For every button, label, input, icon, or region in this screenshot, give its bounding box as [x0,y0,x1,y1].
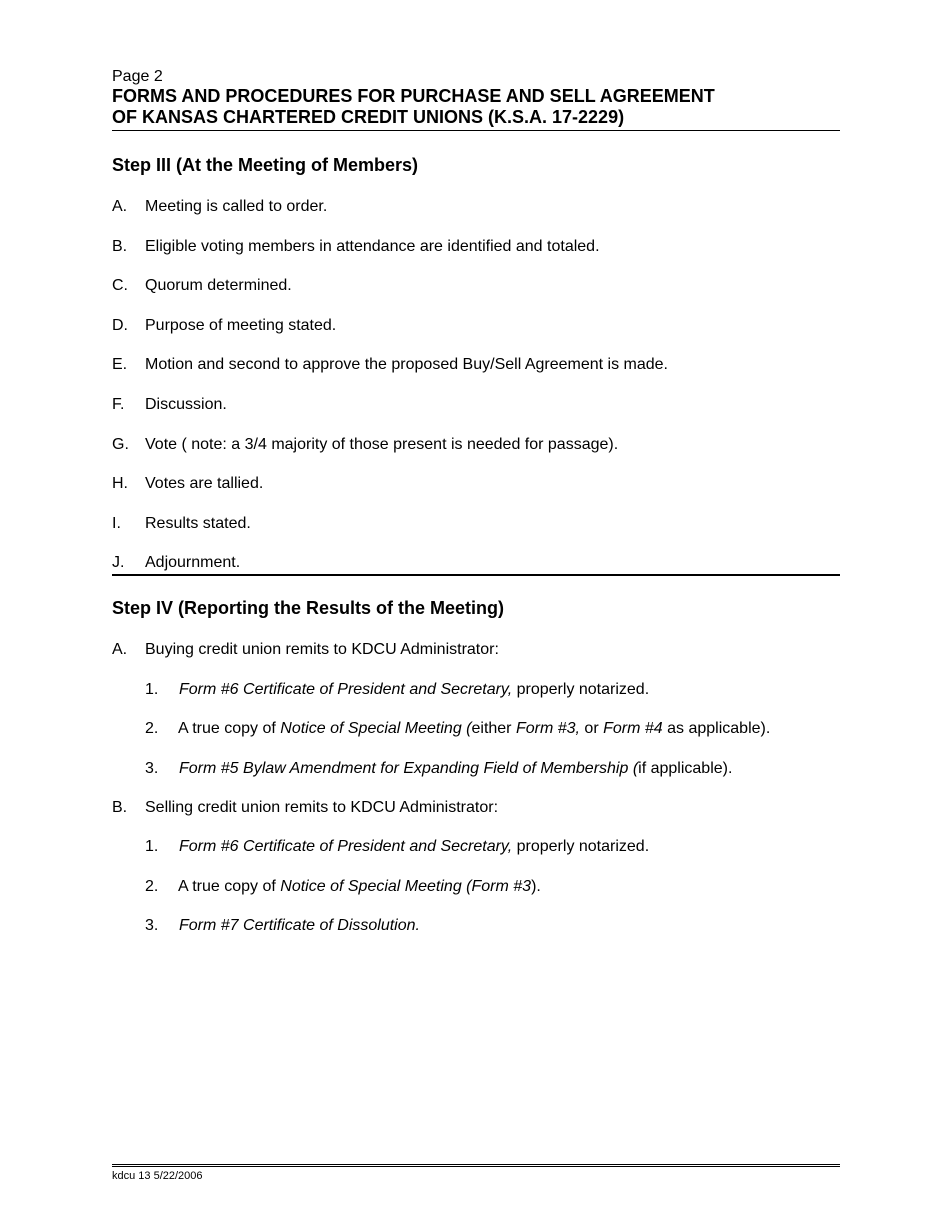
list-item-text: Purpose of meeting stated. [145,316,337,334]
section-divider [112,574,840,576]
header-divider [112,130,840,131]
list-marker: H. [112,475,128,493]
sub-item-text: as applicable). [662,720,771,738]
sub-item-text: if applicable). [638,759,733,777]
list-item [112,316,840,335]
form-reference: Form #5 Bylaw Amendment for Expanding Field of Membership ( [179,759,639,777]
page-footer [112,1164,840,1183]
sub-list-marker: 3. [145,759,159,777]
step-3-heading: Step III (At the Meeting of Members) [112,155,419,175]
sub-item-text: A true copy of [178,720,281,738]
sub-item-text: ). [531,877,541,895]
sub-list-container [112,680,840,778]
sub-list-item [145,719,840,738]
sub-list-item [145,759,840,778]
sub-list-container [112,837,840,935]
document-title-line-1: FORMS AND PROCEDURES FOR PURCHASE AND SELL AGREEMENT [112,86,715,106]
form-reference: Form #6 Certificate of President and Secretary, [179,838,513,856]
list-item-text: Adjournment. [145,554,241,572]
list-item-text: Selling credit union remits to KDCU Administrator: [145,798,499,816]
sub-list-marker: 3. [145,917,159,935]
buying-sub-list [145,680,840,778]
sub-list-marker: 2. [145,877,159,895]
footer-divider [112,1166,840,1167]
document-page [112,68,840,935]
list-item-text: Vote ( note: a 3/4 majority of those present is needed for passage). [145,435,619,453]
list-item [112,395,840,414]
list-item [112,553,840,572]
sub-list-item [145,877,840,896]
sub-item-text: either [471,720,516,738]
list-item [112,474,840,493]
list-item [112,640,840,659]
sub-list-marker: 1. [145,680,159,698]
sub-item-text: A true copy of [178,877,281,895]
list-item-text: Votes are tallied. [145,475,264,493]
notice-reference: Notice of Special Meeting ( [280,720,472,738]
form-reference: Form #4 [603,720,663,738]
list-marker: A. [112,198,128,215]
form-reference: Form #7 Certificate of Dissolution. [179,917,420,935]
list-item [112,355,840,374]
list-marker: J. [112,554,125,572]
list-item-text: Buying credit union remits to KDCU Administrator: [145,641,499,659]
list-marker: F. [112,395,125,413]
list-item-text: Motion and second to approve the proposed Buy/Sell Agreement is made. [145,356,668,374]
list-item [112,514,840,533]
page-number: Page 2 [112,68,163,85]
step-4-list [112,640,840,935]
list-item-text: Results stated. [145,514,251,532]
list-marker: A. [112,641,128,659]
sub-list-item [145,680,840,699]
list-marker: B. [112,798,128,816]
sub-list-item [145,837,840,856]
list-marker: I. [112,514,121,532]
list-item-text: Meeting is called to order. [145,198,328,215]
selling-sub-list [145,837,840,935]
form-reference: Form #3, [515,720,580,738]
form-reference: Form #6 Certificate of President and Secretary, [179,680,513,698]
footer-text: kdcu 13 5/22/2006 [112,1170,203,1182]
list-marker: C. [112,277,128,295]
list-marker: G. [112,435,129,453]
notice-reference: Notice of Special Meeting (Form #3 [280,877,532,895]
list-item-text: Quorum determined. [145,277,292,295]
list-marker: D. [112,316,128,334]
step-3-list [112,197,840,572]
footer-divider [112,1164,840,1165]
sub-item-text: properly notarized. [512,838,650,856]
list-item-text: Discussion. [145,395,227,413]
document-title-line-2: OF KANSAS CHARTERED CREDIT UNIONS (K.S.A. 17-2229) [112,107,625,127]
sub-list-marker: 1. [145,838,159,856]
list-item [112,197,840,216]
list-item [112,798,840,817]
sub-list-item [145,916,840,935]
list-item [112,237,840,256]
list-item-text: Eligible voting members in attendance are identified and totaled. [145,237,600,255]
sub-list-marker: 2. [145,720,159,738]
list-item [112,276,840,295]
list-marker: B. [112,237,128,255]
list-marker: E. [112,356,128,374]
sub-item-text: or [579,720,604,738]
list-item [112,435,840,454]
step-4-heading: Step IV (Reporting the Results of the Meeting) [112,598,505,619]
sub-item-text: properly notarized. [512,680,650,698]
